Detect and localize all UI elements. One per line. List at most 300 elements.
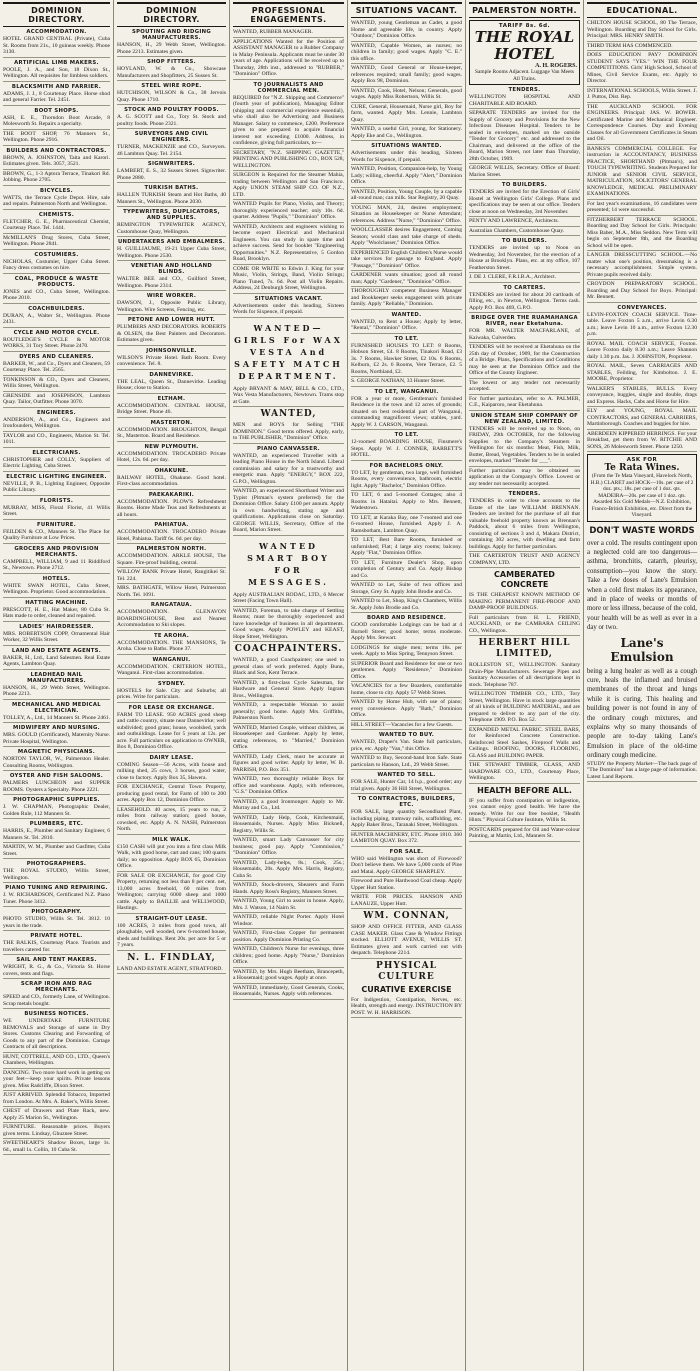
section-heading: LEADHEAD NAIL MANUFACTURERS. [27,671,86,684]
advertisement: SEPARATE TENDERS are invited for the Supply of Grocery and Provisions for the New Infectious Diseases Hospital. Tenders to be sealed in envelopes, marked on the outside "Tender for Grocery" etc. and addressed to the Chairman, and delivered at the office of the Board, Marion Street, not later than Thursday, 28th October, 1909. [469,110,580,164]
advertisement: YOUNG MAN, 24, desires employment; Situation as Housekeeper or Nurse Attendant; references. Address "Nurse," "Dominion" Office. [351,205,462,227]
section-heading: TO BUILDERS. [501,182,548,188]
advertisement: MRS. BATHGATE, Willow Hotel, Palmerston North. Tel. 1091. [117,585,226,600]
advertisement: EXPANDED METAL FABRIC. STEEL BARS, for Reinforced Concrete Construction. Reinforced Steel Sashes, Fireproof Walls and Ceilings. ROOFING, DOORS, FLOORING, GLASS and BUILDING PAPER. [469,727,580,762]
advertisement: BANKS'S COMMERCIAL COLLEGE. For instruction in ACCOUNTANCY, BUSINESS PRACTICE, SHORTHAND (Pitman's), and TOUCH TYPEWRITING. Students Prepared for JUNIOR and SENIOR CIVIL SERVICE, MATRICULATION, SOLICITORS' GENERAL KNOWLEDGE, MEDICAL PRELIMINARY EXAMINATIONS. [587,146,697,200]
advertisement: NICHOLAS, Costumier, Upper Cuba Street. Fancy dress costumes on hire. [3,259,110,274]
advertisement: TENDERS are invited for the Erection of Girls' Hostel at Wellington Girls' College. Plans and specifications may be seen at our office. Tenders close at noon on Wednesday, 3rd November. [469,189,580,217]
advertisement: FEILDEN & CO., Manners St. The Place for Quality Furniture at Low Prices. [3,529,110,544]
advertisement: IF you suffer from constipation or indigestion, you cannot enjoy good health. We have the remedy. Write for our free booklet, "Health Hints." Physical Culture Institute, Willis St. [469,798,580,826]
section-heading: ARTIFICIAL LIMB MAKERS. [14,59,99,66]
advertisement: THE BOOT SHOP, 76 Manners St., Wellington. Phone 2916. [3,131,110,146]
section-heading: PAEKAKARIKI. [148,491,195,498]
advertisement: ACCOMMODATION. ARKLE HOUSE, The Square. Fire-proof building, central. [117,553,226,568]
section-heading: TO JOURNALISTS AND COMMERCIAL MEN. [253,81,324,94]
advertisement: WANTED to Let, Suite of two offices and Storage, Grey St. Apply John Brodie and Co. [351,582,462,597]
advertisement: J. DE J. CLERE, F.R.I.B.A., Architect. [469,274,580,283]
section-heading: COSTUMIERS. [34,251,79,258]
advertisement: DANCING. Two more hard work in getting on your feet—keep your spirits. Private lessons given. Miss Radcliffe, Dixon Street. [3,1070,110,1092]
advertisement: For further particulars, refer to A. PALMER, C.E., Kaiparoro, near Eketahuna. [469,396,580,411]
advertisement: BARKER, W., and Co., Dyers and Cleaners, 59 Courtenay Place. Tel. 2565. [3,361,110,376]
advertisement: TENDERS in order to close accounts to the Estate of the late WILLIAM BRENNAN. Tenders are invited for the purchase of all that valuable freehold property known as Brennan's Paddock, about 6 miles from Wellington, consisting of sections 3 and 4, Makara District, containing 302 acres, with dwelling and farm buildings. Apply for further particulars. [469,498,580,552]
advertisement: WHITE SWAN HOTEL, Cuba Street, Wellington. Proprietor. Good accommodation. [3,583,110,598]
advertisement: INTERNATIONAL SCHOOLS, Willis Street. J. J. Puttos, Dist. Rep. [587,88,697,103]
section-heading: STEEL WIRE ROPE. [141,83,202,89]
hotel-proprietor: A. H. ROGERS. [535,63,577,69]
headline: DON'T WASTE WORDS [589,525,695,536]
advertisement: HARRIS, E., Plumber and Sanitary Engineer, 6 Manners St. Tel. 2810. [3,828,110,843]
column-heading: DOMINION DIRECTORY. [3,2,110,27]
display-advertisement: WANTED—GIRLS For WAX VESTA And SAFETY MATCH DEPARTMENT. [234,322,343,381]
column-heading: EDUCATIONAL. [587,2,697,18]
column-5 [466,0,584,1371]
section-heading: SYDNEY. [157,680,186,687]
advertisement: BAKER, H., Ltd., Land Salesmen. Real Estate Agents, Lambton Quay. [3,655,110,670]
advertisement: WANTED, RUBBER MANAGER. [233,29,344,38]
hotel-note: Sample Rooms Adjacent. Luggage Van Meets All Trains. [474,69,574,82]
advertisement: ELY and YOUNG, ROYAL MAIL CONTRACTORS, and GENERAL CARRIERS, Martinborough. Coaches and buggies for hire. [587,408,697,430]
advertisement: CROYDON PREPARATORY SCHOOL. Boarding and Day School for Boys. Principal: Mr. Bennett. [587,281,697,303]
section-heading: SITUATIONS WANTED. [371,143,442,149]
advertisement: SURGEON is Required for the Steamer Mahia, trading between Wellington and San Francisco. Apply UNION STEAM SHIP CO. OF N.Z., LTD. [233,172,344,200]
section-heading: ACCOMMODATION. [26,29,87,35]
wine-ad-body: (From the Te Mata Vineyard, Havelock North, H.B.) CLARET and HOCK—10s. per case of 2 doz. pts.; 18s. per case of 1 doz. qts. MADEIRA—20s. per case of 1 doz. qts. Awarded Six Gold Medals—N.Z. Exhibition, Franco-British Exhibition, etc. Direct from the Vineyard. [590,473,694,518]
display-heading: PHYSICAL CULTURE [376,960,437,982]
advertisement: WILLOW BANK Private Hotel, Rangitikei St. Tel. 224. [117,569,226,584]
section-heading: SURVEYORS AND CIVIL ENGINEERS. [134,131,209,143]
section-heading: PAHIATUA. [154,522,189,528]
advertisement: MURRAY, MISS, Floral Florist, 41 Willis Street. [3,505,110,520]
advertisement: THOROUGHLY competent Business Manager and Bookkeeper seeks engagement with private family. Apply "Reliable," Dominion. [351,288,462,310]
display-heading: WANTED, [260,409,317,419]
advertisement: STUDY the Property Market—The back page of "The Dominion" has a large page of information. Latest Land Reports. [587,761,697,783]
section-heading: TE AROHA. [153,632,190,639]
display-heading: HERBERT HILL LIMITED, [478,638,571,659]
advertisement: Apply AUSTRALIAN RODAC, LTD., 6 Mercer Street (Facing Town Hall). [233,592,344,607]
advertisement: HOTEL GRAND CENTRAL (Private), Cuba St. Rooms from 21s., 10 guineas weekly. Phone 3130. [3,36,110,58]
advertisement: DOES EDUCATION PAY? DOMINION STUDENT SAYS "YES." WIN THE FOUR COMPETITIONS. Girls' High School, School of Mines, Civil Service Exams, etc. Apply to Director. [587,52,697,87]
advertisement: WANTED, Children's Nurse for evenings, three children; good home. Apply "Nurse," Dominion Office. [233,946,344,968]
advertisement: TO LET, Furniture Dealer's Shop, upon completion of Century and Co. Apply Bishop and Co. [351,560,462,582]
section-heading: JOHNSONVILLE. [146,347,197,354]
advertisement: WANTED, Married Couple, without children, as Housekeeper and Gardener. Apply by letter, stating references, to "Married," Dominion Office. [233,725,344,753]
section-heading: MIDWIFERY AND NURSING. [13,725,100,731]
advertisement: WANTED, immediately, Good Generals, Cooks, Housemaids, Nurses. Apply with references. [233,985,344,1000]
section-heading: WANTED. [391,311,422,318]
advertisement: TO LET, by gentleman, two large, well furnished Rooms, every convenience, bathroom, electric light. Apply "Bachelor," Dominion Office. [351,470,462,492]
advertisement: PLUMBERS AND DECORATORS. ROBERTS & OLSEN, the Best Painters and Decorators. Estimates given. [117,324,226,346]
advertisement: LAND AND ESTATE AGENT, STRATFORD. [117,966,226,975]
advertisement: WANTED Pupils for Piano, Violin, and Theory; thoroughly experienced teacher; only 10s. 6d. quarter. Address "Pupils," "Dominion" Office. [233,201,344,223]
advertisement: WANTED, Good General or House-keeper, references required; small family; good wages. Apply Box 98, Dominion. [351,65,462,87]
advertisement: THE AUCKLAND SCHOOL FOR ENGINEERS. Principal: JAS. W. BOWER. Certificated Marine and Mechanical Engineer. Correspondence Courses. Day and Evening Classes for all Government Certificates in Steam and Oil. [587,104,697,145]
advertisement: MEN and BOYS for Selling "THE DOMINION." Good terms offered. Apply, early, to THE PUBLISHER, "Dominion" Office. [233,422,344,444]
advertisement: A. G. SCOTT and Co., Tory St. Stock and poultry foods. Phone 2321. [117,114,226,129]
advertisement: WELLINGTON TIMBER CO., LTD., Tory Street, Wellington. Have in stock large quantities of all kinds of BUILDING MATERIAL, and are prepared to deliver to any part of the city. Telephone 1909. P.O. Box 52. [469,691,580,726]
advertisement: COMING Season—56 Acres, with house and milking shed, 25 cows, 3 horses, good water, close to factory. Apply Box 35, Hawera. [117,762,226,784]
advertisement: WANTED, a good Ironmonger. Apply to Mr. Murray and Co., Ltd. [233,799,344,814]
column-2 [114,0,230,1371]
advertisement: S. GEORGE NATHAN, 33 Hunter Street. [351,378,462,387]
column-heading: SITUATIONS VACANT. [351,2,462,18]
advertisement: FOR SALE, Hunter Car, 14 h.p., good order; any trial given. Apply 36 Hill Street, Wellington. [351,779,462,794]
advertisement: WANTED, smart Lady Canvasser for city business; good pay. Apply "Commission," "Dominion" Office. [233,837,344,859]
section-heading: CONVEYANCES. [617,304,667,311]
advertisement: HANSON, H., 29 Webb Street, Wellington. Phone 2213. [3,685,110,700]
advertisement: WANTED, Foreman, to take charge of Settling Rooms; must be thoroughly experienced and have knowledge of business in all departments. Good wages. Apply POWLEY and KEAST, Hope Street, Wellington. [233,608,344,643]
section-heading: WANGANUI. [152,656,191,663]
advertisement: WANTED, young Gentleman as Cadet, a good Home and agreeable life, in country. Apply "Outdoor," Dominion Office. [351,20,462,42]
advertisement: WATTS, the Terrace Cycle Depot. Hire, sale and repairs. Palmerston North and Wellington. [3,195,110,210]
advertisement: WANTED by Home Hub, with use of piano; every convenience. Apply "Bath," Dominion Office. [351,699,462,721]
advertisement: WANTED, Architects and engineers wishing to become expert Electrical and Mechanical Engineers. You can study in spare time and achieve success. Send for booklet "Engineering Opportunities." N.Z. Representative, 5 Gordon Road, Brooklyn. [233,224,344,265]
advertisement: WANTED, Position, Young Couple, by a capable all-round man; can milk. Star Registry, 20 Quay. [351,189,462,204]
section-heading: PHOTOGRAPHY. [31,909,82,915]
advertisement: POOLE, J. A., and Son, 18 Dixon St., Wellington. All requisites for limbless soldiers. [3,67,110,82]
section-heading: CHEMISTS. [38,211,75,218]
advertisement: LEASEHOLD. 40 acres, 15 years to run, 2 miles from railway station; good house, cowshed, etc. Apply A. N. NASH, Palmerston North. [117,807,226,835]
advertisement: WANTED, First-class Copper for permanent position. Apply Dominion Printing Co. [233,930,344,945]
advertisement: TOLLEY, A., Ltd., 14 Manners St. Phone 2461. [3,715,110,724]
section-heading: STOCK AND POULTRY FOODS. [124,107,219,113]
advertisement: HUTCHISON, WILSON & Co., 38 Jervois Quay. Phone 1710. [117,90,226,105]
advertisement: The lowest or any tender not necessarily accepted. [469,380,580,395]
section-heading: NEW PLYMOUTH. [144,443,199,450]
advertisement: WILSON'S Private Hotel. Bath Room. Every convenience. Tel. 8. [117,355,226,370]
advertisement: FITZHERBERT TERRACE SCHOOL. Boarding and Day School for Girls. Principals: Miss Baber, M.A., Miss Seddon. New Term will begin on September 8th, and the Boarding School will be open. [587,217,697,252]
advertisement: WANTED, a first-class Cycle Salesman, for Hardware and General Store. Apply Ingram Bros., Wellington. [233,680,344,702]
advertisement: ACCOMMODATION. CRITERION HOTEL, Wanganui. First-class accommodation. [117,664,226,679]
section-heading: ELECTRIC LIGHTING ENGINEER. [6,473,107,480]
advertisement: BROWN, A. JOHNSTON, Taita and Karori. Estimates given. Tels. 3057, 3521. [3,155,110,170]
section-heading: COACHBUILDERS. [28,305,85,312]
section-heading: FURNITURE. [36,521,77,528]
advertisement: REQUIRED for "N.Z. Shipping and Commerce" (fourth year of publication), Managing Editor (shipping and commercial experience essential), who shall also be Advertising and Business Manager. Salary to commence, £200. Preference given to one prepared to acquire financial interest not exceeding £1000. Address, in confidence, giving full particulars, to— [233,95,344,149]
advertisement: WANTED, by Mrs. Hugh Beetham, Brancepeth, a Housemaid; good wages. Apply at once. [233,969,344,984]
column-6 [584,0,700,1371]
section-heading: PIANO TUNING AND REPAIRING. [5,885,108,891]
advertisement: Advertisements under this heading, Sixteen Words for Sixpence, if prepaid. [351,150,462,165]
section-heading: BICYCLES. [40,187,73,194]
advertisement: ACCOMMODATION. THE MANSIONS, Te Aroha. Close to Baths. Phone 37. [117,640,226,655]
advertisement: POSTCARDS prepared for Oil and Water-colour Painting, at Martin, Ltd., Manners St. [469,827,580,842]
advertisement: JUST ARRIVED. Splendid Tobacco, Imported from London. At Mrs. A. Baker's, Willis Street. [3,1092,110,1107]
advertisement: ROYAL MAIL, Seven CARRIAGES AND STABLES, Feilding, for Kimbolton. J. E. MOORE, Proprietor. [587,363,697,385]
section-heading: FOR SALE. [389,848,424,855]
advertisement: TO LET, Best Bare Rooms, furnished or unfurnished; Flat; 4 large airy rooms; balcony. Apply "Flat," Dominion Office. [351,537,462,559]
advertisement: HANSON, H., 29 Webb Street, Wellington. Phone 2213. Estimates given. [117,42,226,57]
section-heading: HATTING MACHINE. [25,599,88,606]
wine-ad-title: Te Rata Wines. [604,463,680,473]
advertisement: PRESCOTT, H. E., Hat Maker, 80 Cuba St. Hats made to order, cleaned and repaired. [3,607,110,622]
advertisement: ACCOMMODATION. BROUGHTON, Bengal St., Masterton. Board and Residence. [117,427,226,442]
advertisement: McMILLAN'S Drug Stores, Cuba Street, Wellington. Phone 2841. [3,235,110,250]
advertisement: RAILWAY HOTEL, Ohakune. Good hotel. First-class accommodation. [117,475,226,490]
section-heading: MILK WALK. [152,836,191,843]
advertisement: 100 ACRES, 3 miles from good town, all ploughable, well wooded, new 6-roomed house, sheds and buildings. Rent 20s. per acre for 5 or 7 years. [117,923,226,951]
advertisement: TAYLOR and CO., Engineers, Marion St. Tel. 1011. [3,433,110,448]
advertisement: GEORGE WILLIS, Secretary. Office of Board: Marion Street. [469,165,580,180]
section-heading: FLORISTS. [39,497,74,504]
advertisement: TENDERS will be received at Eketahuna on the 25th day of October, 1909, for the Construction of a Bridge. Plans, Specifications and Conditions may be seen at the Dominion Office and the Office of the County Engineer. [469,344,580,379]
advertisement: FOR MR. WALTER MACFARLANE, of Kaiwaka, Culverden. [469,328,580,343]
advertisement: WANTED, Lady Help, Cook, Kitchenmaid, Housemaids, Nurses. Apply Miss Bicknell, Registry, Willis St. [233,815,344,837]
section-heading: SAIL AND TENT MAKERS. [16,957,97,963]
advertisement: WANTED, Young Girl to assist in house. Apply, Mrs. J. Watson, 14 Nairn St. [233,898,344,913]
advertisement: SUPERIOR Board and Residence for one or two gentlemen. Apply "Residence," Dominion Office. [351,661,462,683]
advertisement: SECRETARY, "N.Z. SHIPPING GAZETTE," PRINTING AND PUBLISHING CO., BOX 528, WELLINGTON. [233,150,344,172]
section-heading: TO CONTRACTORS, BUILDERS, ETC. [357,796,456,808]
advertisement: TONKINSON & CO., Dyers and Cleaners, Willis Street, Wellington. [3,377,110,392]
advertisement: VACANCIES for a few Boarders, comfortable home, close to city. Apply 57 Webb Street. [351,683,462,698]
section-heading: ENGINEERS. [37,409,76,416]
section-heading: TYPEWRITERS, DUPLICATORS, AND SUPPLIES. [123,209,220,221]
advertisement: ROYAL MAIL COACH SERVICE, Foxton. Leave Foxton daily 8.30 a.m.; Leave Shannon daily 1.30 p.m. Jas. J. JOHNSTON, Proprietor. [587,341,697,363]
advertisement: TENDERS are invited up to Noon on Wednesday, 3rd November, for the erection of a House at Brooklyn. Plans, etc. at my office, 107 Featherston Street. [469,245,580,273]
section-heading: ELTHAM. [157,395,186,402]
section-heading: ELECTRICIANS. [32,449,81,456]
advertisement: ANDERSON, A., and Co., Engineers and Ironfounders, Wellington. [3,417,110,432]
display-heading: N. L. FINDLAY, [127,952,216,963]
section-heading: FOR LEASE OR EXCHANGE. [128,704,215,711]
advertisement: ACCOMMODATION. GLENAVON BOARDINGHOUSE, Best and Nearest Accommodation to Ski slopes. [117,609,226,631]
advertisement: PHOTO STUDIO, Willis St. Tel. 3812. 10 years in the trade. [3,916,110,931]
section-heading: MASTERTON. [150,419,193,426]
hotel-name: THE ROYAL HOTEL [474,28,575,63]
advertisement: SHOP AND OFFICE FITTER, AND GLASS CASE MAKER. Glass Case & Window Fittings stocked. ELLIOTT AVENUE, WILLIS ST. Estimates given and work carried out with despatch. Telephone 2214. [351,924,462,959]
section-heading: TO LET, WANGANUI. [374,388,439,395]
section-heading: BRIDGE OVER THE RUAMAHANGA RIVER, near Eketahuna. [471,315,578,327]
advertisement: THE ROYAL STUDIO, Willis Street, Wellington. [3,868,110,883]
section-heading: SHOP FITTERS. [147,59,196,65]
hotel-advertisement [469,20,580,85]
section-heading: UNDERTAKERS AND EMBALMERS. [117,239,226,245]
emphasis-heading: CURATIVE EXERCISE [361,984,452,994]
advertisement: Full particulars from H. L. FRIEND, AUCKLAND, or the CAMBARA CEILING CO., Wellington. [469,615,580,637]
section-heading: MECHANICAL AND MEDICAL ELECTRICIAN. [12,701,101,714]
advertisement: TENDERS will be received up to Noon, on FRIDAY, 29th OCTOBER, for the following Supplies to the Company's Steamers in Wellington for six months: Meat, Fish, Milk, Butter, Bread, Vegetables. Tenders to be in sealed envelopes, marked "Tender for ___". [469,426,580,467]
section-heading: PHOTOGRAPHIC SUPPLIES. [13,797,100,803]
advertisement: J. W. CHAPMAN, Photographic Dealer, Golden Rule, 112 Manners St. [3,804,110,819]
section-heading: PLUMBERS, ETC. [29,821,84,827]
advertisement: LANGER DRESSCUTTING SCHOOL.—No matter what one's position, dressmaking is a necessary accomplishment. Simple system. Private pupils received daily. [587,252,697,280]
advertisement: WANTED, Lady-helps, 8s.; Cook, 25s.; Housemaids, 20s. Apply Mrs. Harris, Registry, Cuba St. [233,860,344,882]
section-heading: CYCLE AND MOTOR CYCLE. [13,329,100,336]
advertisement: NORTON TAYLOR, W., Palmerston Healer. Consulting Rooms, Wellington. [3,756,110,771]
advertisement: FOR SALE, large quantity Secondhand Plant, including piping, tramway rails, scaffolding, etc. Apply Baker Bros., Taranaki Street, Wellington. [351,809,462,831]
advertisement: COME OR WRITE to Edwin J. King for your Music, Violin, Strings, Band, Violin Strings; Piano Tuned, 7s. 6d. Post all Violin Repairs. Address, 24 Denburgh Street, Wellington. [233,266,344,294]
column-heading: DOMINION DIRECTORY. [117,2,226,27]
advertisement: NEVILLE, P. B., Lighting Engineer, Opposite Public Library. [3,481,110,496]
section-heading: SCRAP IRON AND RAG MERCHANTS. [20,981,93,993]
section-heading: COAL, PRODUCE & WASTE PRODUCTS. [14,275,99,288]
advertisement: CURE, General, Housemaid, Nurse girl, Boy for farm, wanted. Apply Mrs. Lennie, Lambton Quay. [351,104,462,126]
advertisement: HOYLAND, W. & Co., Showcase Manufacturers and Shopfitters, 25 Sussex St. [117,66,226,81]
section-heading: HOTELS. [42,575,71,582]
advertisement: WANTED, to Rent a House; Apply by letter, "Rental," "Dominion" Office. [351,319,462,334]
section-heading: SITUATIONS VACANT. [254,295,323,302]
advertisement: CHILTON HOUSE SCHOOL, 80 The Terrace, Wellington. Boarding and Day School for Girls. Principal: MRS. HENRY SMITH. [587,20,697,42]
display-advertisement: WANTED SMART BOY FOR MESSAGES. [247,540,330,587]
advertisement: ACCOMMODATION. PLOW'S Refreshment Rooms. Home Made Teas and Refreshments at all hours. [117,499,226,521]
section-heading: RANGATAUA. [150,602,193,608]
advertisement: MRS. GOULD (Certificated), Maternity Nurse. Private Hospital, Wellington. [3,732,110,747]
display-heading: WM. CONNAN, [363,911,450,921]
display-heading: COACHPAINTERS. [234,644,343,654]
advertisement: ADAMS, J. J., 8 Courtenay Place. Horse shod and general Farrier. Tel. 2451. [3,91,110,106]
section-heading: TO LET. [394,432,419,438]
advertisement: WALTER BEE and CO., Guilford Street, Wellington. Phone 2314. [117,276,226,291]
advertisement: For Indigestion, Constipation, Nerves, etc. Health, strength and energy. INSTRUCTION BY POST. W. H. HARRISON. [351,997,462,1019]
section-heading: SPOUTING AND RIDGING MANUFACTURERS. [131,29,212,41]
section-heading: SIGNWRITERS. [147,161,196,167]
advertisement: WOOLCLASSER desires Engagement, Coming Season; would class and take charge of sheds. Apply "Woolclasser," Dominion Office. [351,227,462,249]
emphasis-heading: CAMBERATED CONCRETE [494,570,555,589]
column-heading: PALMERSTON NORTH. [469,2,580,18]
advertisement: SPEED and CO., formerly Lane, of Wellington. Scrap metals bought. [3,994,110,1009]
advertisement: WRITE FOR PRICES. HANSON AND LANAUZE, Upper Hutt. [351,894,462,909]
advertisement: WANTED, an experienced Shorthand Writer and Typist (Pitman's system preferred) for the Dominion Office. Salary £100 per annum. Apply in own handwriting, stating age and qualifications. Applications close on Saturday. GEORGE WILLIS, Secretary, Office of the Board, Marion Street. [233,488,344,536]
advertisement: THIRD TERM HAS COMMENCED. [587,43,697,52]
product-name: Lane's Emulsion [610,635,674,664]
advertisement: TO LET, 6 and 5-roomed Cottages; also 4 Rooms in Hataitai. Apply to Mrs. Bennett, Wadestown. [351,492,462,514]
advertisement: WANTED, Lady Clerk, must be accurate at figures and good writer. Apply by letter, W. B. PARRISH, P.O. Box 351. [233,754,344,776]
body-text: over a cold. The results contingent upon a neglected cold are too dangerous—asthma, bronchitis, catarrh, pleurisy, consumption—you know the story. Take a few doses of Lane's Emulsion when a cold first makes its appearance, and in place of weeks or months of more or less illness, because of the cold, your health will be as well as ever in a day or two. [587,539,697,632]
column-heading: PROFESSIONAL ENGAGEMENTS. [233,2,344,27]
advertisement: ACCOMMODATION. CENTRAL HOUSE, Bridge Street. Phone 46. [117,403,226,418]
section-heading: TENDERS. [508,491,541,497]
advertisement: ABERDEEN KIPPERED HERRINGS. For your Breakfast, get them from W. RITCHIE AND SONS, 26 Molesworth Street. Phone 1250. [587,431,697,453]
advertisement: FURNITURE. Reasonable prices. Buyers given terms. Lindsay, Ghuznee Street. [3,1124,110,1139]
advertisement: Firewood and Pure Hardwood Coal cheap. Apply Upper Hutt Station. [351,878,462,893]
advertisement: ACCOMMODATION. TROCADERO Private Hotel, 12s. 6d. per day. [117,451,226,466]
advertisement: GOOD comfortable Lodgings can be had at 4 Burnell Street; good home; terms moderate. Apply Mrs. Stewart. [351,622,462,644]
section-heading: DYERS AND CLEANERS. [19,353,94,360]
advertisement: TO LET, at Karaka Bay, one 7-roomed and one 6-roomed House, furnished. Apply J. A. Ramsbotham, Lambton Quay. [351,515,462,537]
section-heading: VENETIAN AND HOLLAND BLINDS. [130,263,213,275]
advertisement: THE CARTERTON TRUST AND AGENCY COMPANY, LTD. [469,553,580,568]
column-3 [230,0,348,1371]
advertisement: H. GUILLIAUME, 19-21 Upper Cuba Street, Wellington. Phone 2530. [117,246,226,261]
advertisement: WE UNDERTAKE FURNITURE REMOVALS and Storage of same in Dry Stores. Customs Clearing and Forwarding of Goods to any part of the Dominion. Cartage Contracts of all descriptions. [3,1018,110,1053]
hotel-tariff: TARIFF 8s. 6d. [498,23,551,29]
advertisement: FOR EXCHANGE, Central Town Property, producing good rental, for Farm of 100 to 200 acres. Apply Box 12, Dominion Office. [117,784,226,806]
advertisement: HUNT, COTTRELL, AND CO., LTD., Queen's Chambers, Wellington. [3,1054,110,1069]
advertisement: J. W. RICHARDSON, Certificated N.Z. Piano Tuner. Phone 3412. [3,892,110,907]
advertisement: WANTED to Buy, Second-hand Iron Safe. State particulars to Hanson, Ltd., 29 Webb Street. [351,755,462,770]
advertisement: HALLEN TURKISH Steam and Hot Baths, 40 Manners St., Wellington. Phone 2030. [117,192,226,207]
advertisement: For last year's examinations, 16 candidates were presented; 14 were successful. [587,201,697,216]
advertisement: FLETCHER, G. E., Pharmaceutical Chemist, Courtenay Place. Tel. 1444. [3,219,110,234]
section-heading: BOOT SHOPS. [34,107,79,114]
column-4 [348,0,466,1371]
advertisement: WANTED, Draper's Van. State full particulars, price, etc. Apply "Van," this Office. [351,739,462,754]
advertisement: EXPERIENCED English Children's Nurse would take services for passage to England. Apply "Passage," "Dominion" Office. [351,250,462,272]
section-heading: OHAKUNE. [154,467,189,474]
advertisement: THE BALKIS, Courtenay Place. Tourists and travellers catered for. [3,940,110,955]
advertisement: LODGINGS for single men; terms 18s. per week. Apply to Miss Spring, Tennyson Street. [351,645,462,660]
section-heading: PRIVATE HOTEL. [30,933,83,939]
advertisement: TURNER, MACKENZIE and CO., Surveyors. 46 Lambton Quay. Tel. 2154. [117,144,226,159]
advertisement: PALMERS LUNCHEON and SUPPER ROOMS. Oysters a Specialty. Phone 2221. [3,780,110,795]
section-heading: TENDERS. [508,87,541,93]
section-heading: BUILDERS AND CONTRACTORS. [6,147,107,154]
advertisement: APPLICATIONS Wanted for the Position of ASSISTANT MANAGER to a Rubber Company in Malay Peninsula. Applicants must be under 30 years of age. Applications will be received up to Thursday, 28th inst., addressed to "RUBBER," "Dominion" Office. [233,39,344,80]
advertisement: 12-roomed BOARDING HOUSE, Finsmere's Steps. Apply W. J. CONNER, BARRETT'S HOTEL. [351,439,462,461]
advertisement: WANTED, Position, Companion-help, by Young Lady; willing, cheerful. Apply "Alert," Dominion Office. [351,166,462,188]
advertisement: WALKER'S STABLES, BULLS. Every conveyance, buggies, single and double, drags and Express. Hacks, Cabs and Horse for Hire. [587,386,697,408]
advertisement: WANTED, Cook, Hotel, Nelson; Generals, good wages. Apply Miss Robertson, Willis St. [351,88,462,103]
section-heading: DANNEVIRKE. [149,371,194,378]
advertisement: HOSTELS for Sale. City and Suburbs; all prices. Write for particulars. [117,688,226,703]
section-heading: PIANO CANVASSER. [257,445,320,452]
section-heading: MAGNETIC PHYSICIANS. [17,749,96,755]
advertisement: FURNISHED HOUSES TO LET: 8 Rooms, Hobson Street, £4. 8 Rooms, Tinakori Road, £3 3s. 7 Rooms, Hawker Street, £2 10s. 6 Rooms, Kelburn, £2 2s. 6 Rooms, Vere Terrace, £2. 5 Rooms, Northland, £2. [351,343,462,378]
advertisement: MARTIN, W. M., Plumber and Gasfitter, Cuba Street. [3,844,110,859]
advertisement: ROUTLEDGE'S CYCLE & MOTOR WORKS, 31 Tory Street. Phone 2470. [3,337,110,352]
advertisement: PENTY AND LAWRENCE, Architects. [469,218,580,227]
advertisement: DAWSON, J., Opposite Public Library, Wellington. Wire Screens, Fencing, etc. [117,300,226,315]
section-heading: TO CARTERS. [503,284,546,291]
advertisement: WRIGHT, R. G., & Co., Victoria St. Horse covers, tents and flags. [3,964,110,979]
section-heading: WANTED TO BUY. [378,732,435,738]
section-heading: PHOTOGRAPHERS. [26,861,87,867]
advertisement: HUNTER MACHINERY, ETC. Phone 1810. 360 LAMBTON QUAY. Box 372. [351,832,462,847]
advertisement: CHRISTOPHER and COLLY, Suppliers of Electric Lighting, Cuba Street. [3,457,110,472]
section-heading: GROCERS AND PROVISION MERCHANTS. [14,545,99,558]
section-heading: PETONE AND LOWER HUTT. [127,317,216,323]
advertisement: WANTED, a useful Girl, young, for Stationery. Apply Eke and Co., Wellington. [351,126,462,141]
section-heading: TURKISH BATHS. [144,185,199,191]
advertisement: FOR a year or more, Gentleman's furnished Residence in the town and 12 acres of grounds; situated on best residential part of Wanganui, commanding magnificent views; stables, yard. Apply W. J. CARSON, Wanganui. [351,396,462,431]
advertisement: £150 CASH will put you into a first class Milk Walk, with good horse, cart and cans; 100 quarts daily; no opposition. Apply BOX 65, Dominion Office. [117,844,226,872]
section-heading: UNION STEAM SHIP COMPANY OF NEW ZEALAND, LIMITED. [470,412,579,425]
advertisement: WHO said Wellington was short of Firewood? Don't believe them. We have 5,000 cords of Pine and Matai. Apply GEORGE SHARPLEY. [351,856,462,878]
advertisement: FOR SALE OR EXCHANGE, for good City Property, returning not less than 8 per cent. net, 13,000 acres freehold, 60 miles from Wellington; carrying 6000 sheep and 1000 cattle. Apply to BAILLIE and WELLWOOD, Hastings. [117,873,226,914]
advertisement: MRS. ROBERTSON COPP, Ornamental Hair Worker, 32 Willis Street. [3,631,110,646]
advertisement: THE STEWART TIMBER, GLASS, AND HARDWARE CO., LTD., Courtenay Place, Wellington. [469,762,580,784]
body-text: being a lung healer as well as a cough cure, heals the inflamed and bruised membranes of the throat and lungs while it is curing. This healing and building power is not found in any of the ordinary cough mixtures, and explains why so many thousands of people are to-day taking Lane's Emulsion in place of the old-time ordinary cough medicine. [587,667,697,760]
advertisement: CHEST of Drawers and Plate Rack, new. Apply 25 Marion St., Wellington. [3,1108,110,1123]
advertisement: WANTED, two thoroughly reliable Boys for office and warehouse. Apply, with references, "G.S." Dominion Office. [233,776,344,798]
wine-advertisement [587,454,697,522]
section-heading: DAIRY LEASE. [149,754,194,761]
advertisement: WANTED, reliable Night Porter. Apply Hotel Windsor. [233,914,344,929]
advertisement: HILL STREET—Vacancies for a few Guests. [351,722,462,731]
advertisement: Further particulars may be obtained on application at the Company's Office. Lowest or any tender not necessarily accepted. [469,468,580,490]
advertisement: SWEETHEART'S Shadow Boxes, large 1s. 6d., small 1s. Collin, 10 Cuba St. [3,1140,110,1155]
advertisement: WELLINGTON HOSPITAL AND CHARITABLE AID BOARD. [469,94,580,109]
advertisement: Advertisements under this heading, Sixteen Words for Sixpence, if prepaid. [233,303,344,318]
section-heading: STRAIGHT-OUT LEASE. [135,915,208,922]
advertisement: WANTED to Let, Shop, King's Chambers, Willis St. Apply John Brodie and Co. [351,598,462,613]
advertisement: WANTED, Stock-drovers, Shearers and Farm Hands. Apply Ross's Registry, Manners Street. [233,882,344,897]
advertisement: LEVIN-FOXTON COACH SERVICE. Time-table. Leave Foxton 5 a.m., arrive Levin 6.30 a.m.; leave Levin 10 a.m., arrive Foxton 12.30 p.m. [587,312,697,340]
advertisement: Australian Chambers, Customhouse Quay. [469,228,580,237]
advertisement: IS THE CHEAPEST KNOWN METHOD OF MAKING PERMANENT FIRE-PROOF AND DAMP-PROOF BUILDINGS. [469,592,580,614]
advertisement: REMINGTON TYPEWRITER AGENCY, Customhouse Quay, Wellington. [117,222,226,237]
advertisement: GRENSIDE and JOSEPHSON, Lambton Quay. Tailor, Outfitter. Phone 3070. [3,393,110,408]
section-heading: WIRE WORKER. [146,293,197,299]
section-heading: WANTED TO SELL. [377,772,436,778]
column-1 [0,0,114,1371]
section-heading: PALMERSTON NORTH. [136,546,207,552]
section-heading: FOR BACHELORS ONLY. [369,462,444,469]
advertisement: ACCOMMODATION. TROCADERO Private Hotel, Pahiatua. Tariff 6s. 6d. per day. [117,529,226,544]
advertisement: JONES and CO., Cuba Street, Wellington. Phone 2010. [3,289,110,304]
section-heading: LADIES' HAIRDRESSER. [19,623,94,630]
advertisement: FARM TO LEASE. 950 ACRES good sheep and cattle country, situate near Dannevirke; well subdivided; good grass; house, woolshed, yards and outbuildings. Lease for 5 years at 12s. per acre. Full particulars on application to OWNER, Box 8, Dominion Office. [117,712,226,753]
